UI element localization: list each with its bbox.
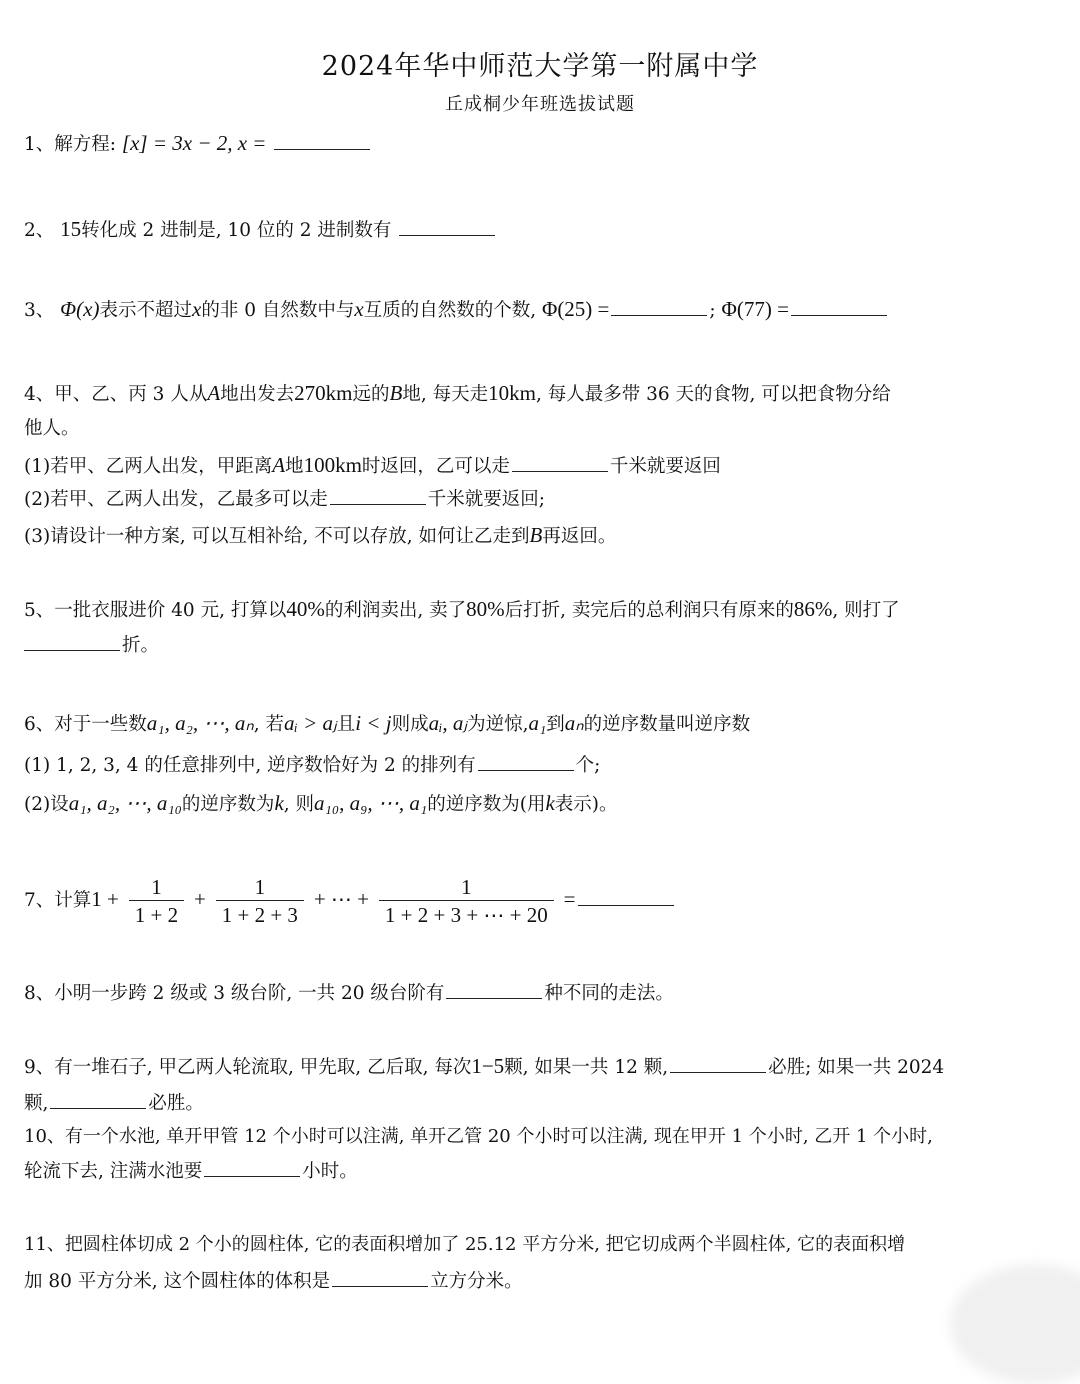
question-6-part-1: [24, 752, 1060, 779]
numerator: 1: [151, 874, 162, 899]
term-a1: a₁: [528, 711, 547, 735]
answer-blank[interactable]: [478, 752, 574, 771]
question-text: 折。: [122, 635, 160, 656]
question-text: 个;: [575, 755, 601, 776]
variable-x: x: [354, 297, 364, 321]
question-text: 为逆惊,: [467, 714, 529, 735]
page-subtitle: 丘成桐少年班选拔试题: [445, 94, 635, 115]
answer-blank[interactable]: [274, 131, 370, 150]
question-text: 加 80 平方分米, 这个圆柱体的体积是: [24, 1271, 331, 1292]
question-text: 的非 0 自然数中与: [201, 300, 355, 321]
question-text: 必胜。: [148, 1093, 204, 1114]
number-value: 15: [60, 217, 82, 241]
question-number: 7、: [24, 890, 55, 911]
range: 1−5: [471, 1054, 505, 1078]
denominator: 1 + 2 + 3: [216, 900, 304, 929]
question-number: 11、: [24, 1234, 65, 1255]
plus-sign: +: [194, 887, 206, 911]
question-number: 6、: [24, 714, 55, 735]
question-6: [24, 710, 1060, 738]
sequence: a₁, a₂, ⋯, aₙ: [146, 711, 254, 735]
question-11: [24, 1232, 1060, 1258]
question-text: 有一个水池, 单开甲管 12 个小时可以注满, 单开乙管 20 个小时可以注满, 现在甲开 1 个小时, 乙开 1 个小时,: [64, 1126, 933, 1147]
point-a: A: [272, 453, 286, 477]
question-text: 计算: [54, 890, 92, 911]
condition: aᵢ > aⱼ: [284, 711, 337, 735]
answer-blank[interactable]: [791, 297, 887, 316]
question-7: [24, 870, 1060, 930]
reversed-sequence: a₁₀, a₉, ⋯, a₁: [314, 791, 428, 815]
phi-25: Φ(25) =: [541, 297, 610, 321]
question-text: 远的: [352, 384, 390, 405]
question-number: 9、: [24, 1057, 55, 1078]
phi-77: Φ(77) =: [721, 297, 789, 321]
answer-blank[interactable]: [330, 486, 426, 505]
answer-blank[interactable]: [204, 1158, 300, 1177]
distance: 270km: [294, 381, 353, 405]
answer-blank[interactable]: [332, 1268, 428, 1287]
question-text: 千米就要返回: [609, 456, 721, 477]
question-text: 立方分米。: [430, 1271, 523, 1292]
variable-k: k: [274, 791, 284, 815]
point-b: B: [389, 381, 403, 405]
question-text: 的逆序数量叫逆序数: [583, 714, 751, 735]
question-text: 颗,: [24, 1093, 49, 1114]
answer-blank[interactable]: [578, 887, 674, 906]
question-text: 表示)。: [554, 794, 618, 815]
condition: i < j: [355, 711, 392, 735]
question-text: 且: [336, 714, 356, 735]
point-a: A: [207, 381, 221, 405]
question-8: [24, 980, 1060, 1007]
distance: 100km: [303, 453, 362, 477]
phi-function: Φ(x): [60, 297, 100, 321]
question-4-continued: 他人。: [24, 418, 80, 439]
question-9: [24, 1053, 1060, 1081]
percent-value: 80%: [466, 597, 505, 621]
answer-blank[interactable]: [24, 632, 120, 651]
term-an: aₙ: [564, 711, 584, 735]
question-text: , 则: [283, 794, 315, 815]
question-3: [24, 296, 1060, 324]
question-4-part-2: [24, 486, 1060, 513]
question-text: 颗, 如果一共 12 颗,: [504, 1057, 669, 1078]
fraction-1: [129, 874, 184, 929]
question-5: [24, 596, 1060, 624]
question-text: 解方程:: [54, 134, 117, 155]
question-2: [24, 216, 1060, 244]
question-text: 再返回。: [542, 526, 617, 547]
question-text: 对于一些数: [54, 714, 147, 735]
question-text: 一批衣服进价 40 元, 打算以: [54, 600, 287, 621]
question-number: 3、: [24, 300, 55, 321]
percent-value: 86%: [793, 597, 833, 621]
answer-blank[interactable]: [512, 453, 608, 472]
ellipsis-plus: + ⋯ +: [313, 887, 370, 911]
question-text: 则成: [391, 714, 429, 735]
question-text: 甲、乙、丙 3 人从: [54, 384, 208, 405]
question-text: 的利润卖出, 卖了: [324, 600, 467, 621]
question-text: 把圆柱体切成 2 个小的圆柱体, 它的表面积增加了 25.12 平方分米, 把它切成两个半圆柱体, 它的表面积增: [64, 1234, 906, 1255]
question-text: 的逆序数为: [181, 794, 275, 815]
variable-x: x: [191, 297, 202, 321]
question-text: 的逆序数为(用: [427, 794, 546, 815]
page-title: 2024年华中师范大学第一附属中学: [321, 51, 759, 82]
answer-blank[interactable]: [670, 1054, 766, 1073]
question-5-continued: [24, 632, 1060, 659]
question-text: (2)若甲、乙两人出发，乙最多可以走: [24, 489, 328, 510]
question-text: 必胜; 如果一共 2024: [768, 1057, 945, 1078]
point-b: B: [529, 523, 543, 547]
question-text: 地, 每天走: [402, 384, 489, 405]
question-number: 1、: [24, 134, 55, 155]
question-text: , 每人最多带 36 天的食物, 可以把食物分给: [535, 384, 891, 405]
denominator: 1 + 2: [129, 900, 184, 929]
equation: [x] = 3x − 2, x =: [121, 131, 267, 155]
question-text: 小时。: [302, 1161, 358, 1182]
answer-blank[interactable]: [611, 297, 707, 316]
numerator: 1: [254, 874, 266, 899]
question-4: [24, 380, 1060, 408]
question-number: 4、: [24, 384, 55, 405]
question-text: , 若: [253, 714, 285, 735]
question-10-continued: [24, 1158, 1060, 1185]
question-10: [24, 1124, 1060, 1150]
fraction-2: [216, 874, 304, 929]
question-text: (1)若甲、乙两人出发，甲距离: [24, 456, 273, 477]
answer-blank[interactable]: [50, 1090, 146, 1109]
fraction-3: [379, 874, 554, 929]
question-11-continued: [24, 1268, 1060, 1295]
variable-k: k: [545, 791, 555, 815]
question-text: 有一堆石子, 甲乙两人轮流取, 甲先取, 乙后取, 每次: [54, 1057, 472, 1078]
question-text: (2)设: [24, 794, 69, 815]
lead-term: 1 +: [91, 887, 119, 911]
question-9-continued: [24, 1090, 1060, 1117]
question-text: 小明一步跨 2 级或 3 级台阶, 一共 20 级台阶有: [54, 983, 445, 1004]
question-number: 2、: [24, 220, 55, 241]
denominator: 1 + 2 + 3 + ⋯ + 20: [379, 900, 554, 929]
question-text: 后打折, 卖完后的总利润只有原来的: [504, 600, 794, 621]
question-text: 到: [546, 714, 565, 735]
equals-sign: =: [563, 887, 576, 911]
question-text: 轮流下去, 注满水池要: [24, 1161, 203, 1182]
question-number: 8、: [24, 983, 55, 1004]
question-text: (1) 1, 2, 3, 4 的任意排列中, 逆序数恰好为 2 的排列有: [24, 755, 476, 776]
question-text: 地出发去: [220, 384, 295, 405]
percent-value: 40%: [286, 597, 325, 621]
speed: 10km: [488, 381, 536, 405]
question-text: , 则打了: [832, 600, 900, 621]
question-1: [24, 130, 1060, 158]
question-text: 互质的自然数的个数,: [363, 300, 537, 321]
question-6-part-2: [24, 790, 1060, 818]
separator: ;: [709, 300, 716, 321]
question-text: (3)请设计一种方案, 可以互相补给, 不可以存放, 如何让乙走到: [24, 526, 530, 547]
sequence: a₁, a₂, ⋯, a₁₀: [68, 791, 182, 815]
answer-blank[interactable]: [399, 217, 495, 236]
question-text: 种不同的走法。: [544, 983, 674, 1004]
question-text: 转化成 2 进制是, 10 位的 2 进制数有: [81, 220, 392, 241]
question-4-part-3: [24, 522, 1060, 550]
question-4-part-1: [24, 452, 1060, 480]
numerator: 1: [461, 874, 472, 899]
question-text: 千米就要返回;: [427, 489, 545, 510]
question-text: 地: [285, 456, 304, 477]
question-number: 10、: [24, 1126, 65, 1147]
pair: aᵢ, aⱼ: [428, 711, 468, 735]
question-text: 表示不超过: [99, 300, 192, 321]
answer-blank[interactable]: [446, 980, 542, 999]
question-number: 5、: [24, 600, 55, 621]
question-text: 时返回，乙可以走: [361, 456, 510, 477]
